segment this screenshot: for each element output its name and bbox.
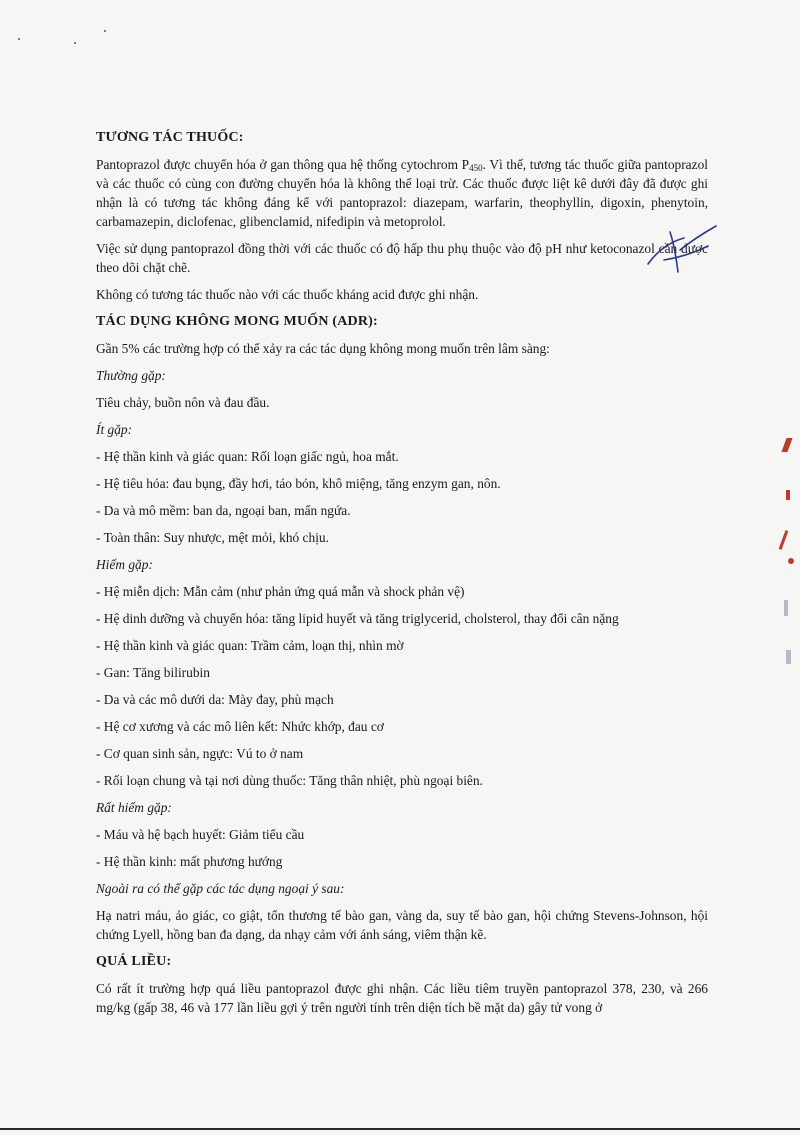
interactions-p1-text: Pantoprazol được chuyển hóa ở gan thông qua hệ thống cytochrom P [96, 157, 470, 172]
page-bottom-rule [0, 1128, 800, 1130]
document-body [96, 128, 708, 1017]
adr-rare-label: Hiếm gặp: [96, 557, 153, 572]
adr-very-rare-label: Rất hiếm gặp: [96, 800, 172, 815]
list-item: - Hệ cơ xương và các mô liên kết: Nhức khớp, đau cơ [96, 719, 384, 734]
list-item: - Hệ dinh dưỡng và chuyển hóa: tăng lipid huyết và tăng triglycerid, cholsterol, thay đổi cân nặng [96, 611, 619, 626]
section-title-overdose: QUÁ LIỀU: [96, 954, 172, 969]
list-item: - Máu và hệ bạch huyết: Giảm tiểu cầu [96, 827, 305, 842]
adr-common-label: Thường gặp: [96, 368, 166, 383]
adr-uncommon-label: Ít gặp: [96, 422, 133, 437]
list-item: - Hệ thần kinh và giác quan: Trầm cảm, loạn thị, nhìn mờ [96, 638, 404, 653]
section-title-adr: TÁC DỤNG KHÔNG MONG MUỐN (ADR): [96, 314, 378, 329]
handwritten-signature [640, 220, 720, 280]
interactions-paragraph-3: Không có tương tác thuốc nào với các thuốc kháng acid được ghi nhận. [96, 287, 479, 302]
cytochrome-subscript: 450 [469, 163, 483, 173]
list-item: - Toàn thân: Suy nhược, mệt mỏi, khó chịu. [96, 530, 329, 545]
list-item: - Da và mô mềm: ban da, ngoại ban, mẩn ngứa. [96, 503, 351, 518]
adr-common-text: Tiêu chảy, buồn nôn và đau đầu. [96, 395, 270, 410]
adr-other-label: Ngoài ra có thể gặp các tác dụng ngoại ý sau: [96, 881, 345, 896]
section-title-interactions: TƯƠNG TÁC THUỐC: [96, 130, 244, 145]
interactions-p1-text-cont: . Vì thế, tương tác thuốc giữa pantoprazol và các thuốc có cùng con đường chuyển hóa là không thể loại trừ. Các thuốc được liệt kê dưới đây đã được ghi nhận là có tương tác không đáng kể với pantoprazol: diazepam, warfarin, theophyllin, digoxin, phenytoin, carbamazepin, diclofenac, glibenclamid, nifedipin và metoprolol. [96, 157, 708, 229]
interactions-paragraph-2: Việc sử dụng pantoprazol đồng thời với các thuốc có độ hấp thu phụ thuộc vào độ pH như ketoconazol cần được theo dõi chặt chẽ. [96, 241, 708, 275]
interactions-paragraph-1 [96, 155, 708, 231]
list-item: - Cơ quan sinh sản, ngực: Vú to ở nam [96, 746, 304, 761]
list-item: - Gan: Tăng bilirubin [96, 665, 210, 680]
list-item: - Hệ thần kinh và giác quan: Rối loạn giấc ngủ, hoa mắt. [96, 449, 399, 464]
overdose-paragraph-1: Có rất ít trường hợp quá liều pantoprazol được ghi nhận. Các liều tiêm truyền pantoprazol 378, 230, và 266 mg/kg (gấp 38, 46 và 177 lần liều gợi ý trên người tính trên diện tích bề mặt da) gây tử vong ở [96, 981, 708, 1015]
list-item: - Hệ miễn dịch: Mẫn cảm (như phản ứng quá mẫn và shock phản vệ) [96, 584, 465, 599]
list-item: - Rối loạn chung và tại nơi dùng thuốc: Tăng thân nhiệt, phù ngoại biên. [96, 773, 483, 788]
list-item: - Hệ thần kinh: mất phương hướng [96, 854, 283, 869]
list-item: - Da và các mô dưới da: Mày đay, phù mạch [96, 692, 334, 707]
list-item: - Hệ tiêu hóa: đau bụng, đầy hơi, táo bón, khô miệng, tăng enzym gan, nôn. [96, 476, 501, 491]
page-edge-stamp-fragment [776, 430, 796, 690]
adr-other-text: Hạ natri máu, ảo giác, co giật, tổn thương tế bào gan, vàng da, suy tế bào gan, hội chứng Stevens-Johnson, hội chứng Lyell, hồng ban đa dạng, da nhạy cảm với ánh sáng, viêm thận kẽ. [96, 908, 708, 942]
adr-intro: Gần 5% các trường hợp có thể xảy ra các tác dụng không mong muốn trên lâm sàng: [96, 341, 550, 356]
